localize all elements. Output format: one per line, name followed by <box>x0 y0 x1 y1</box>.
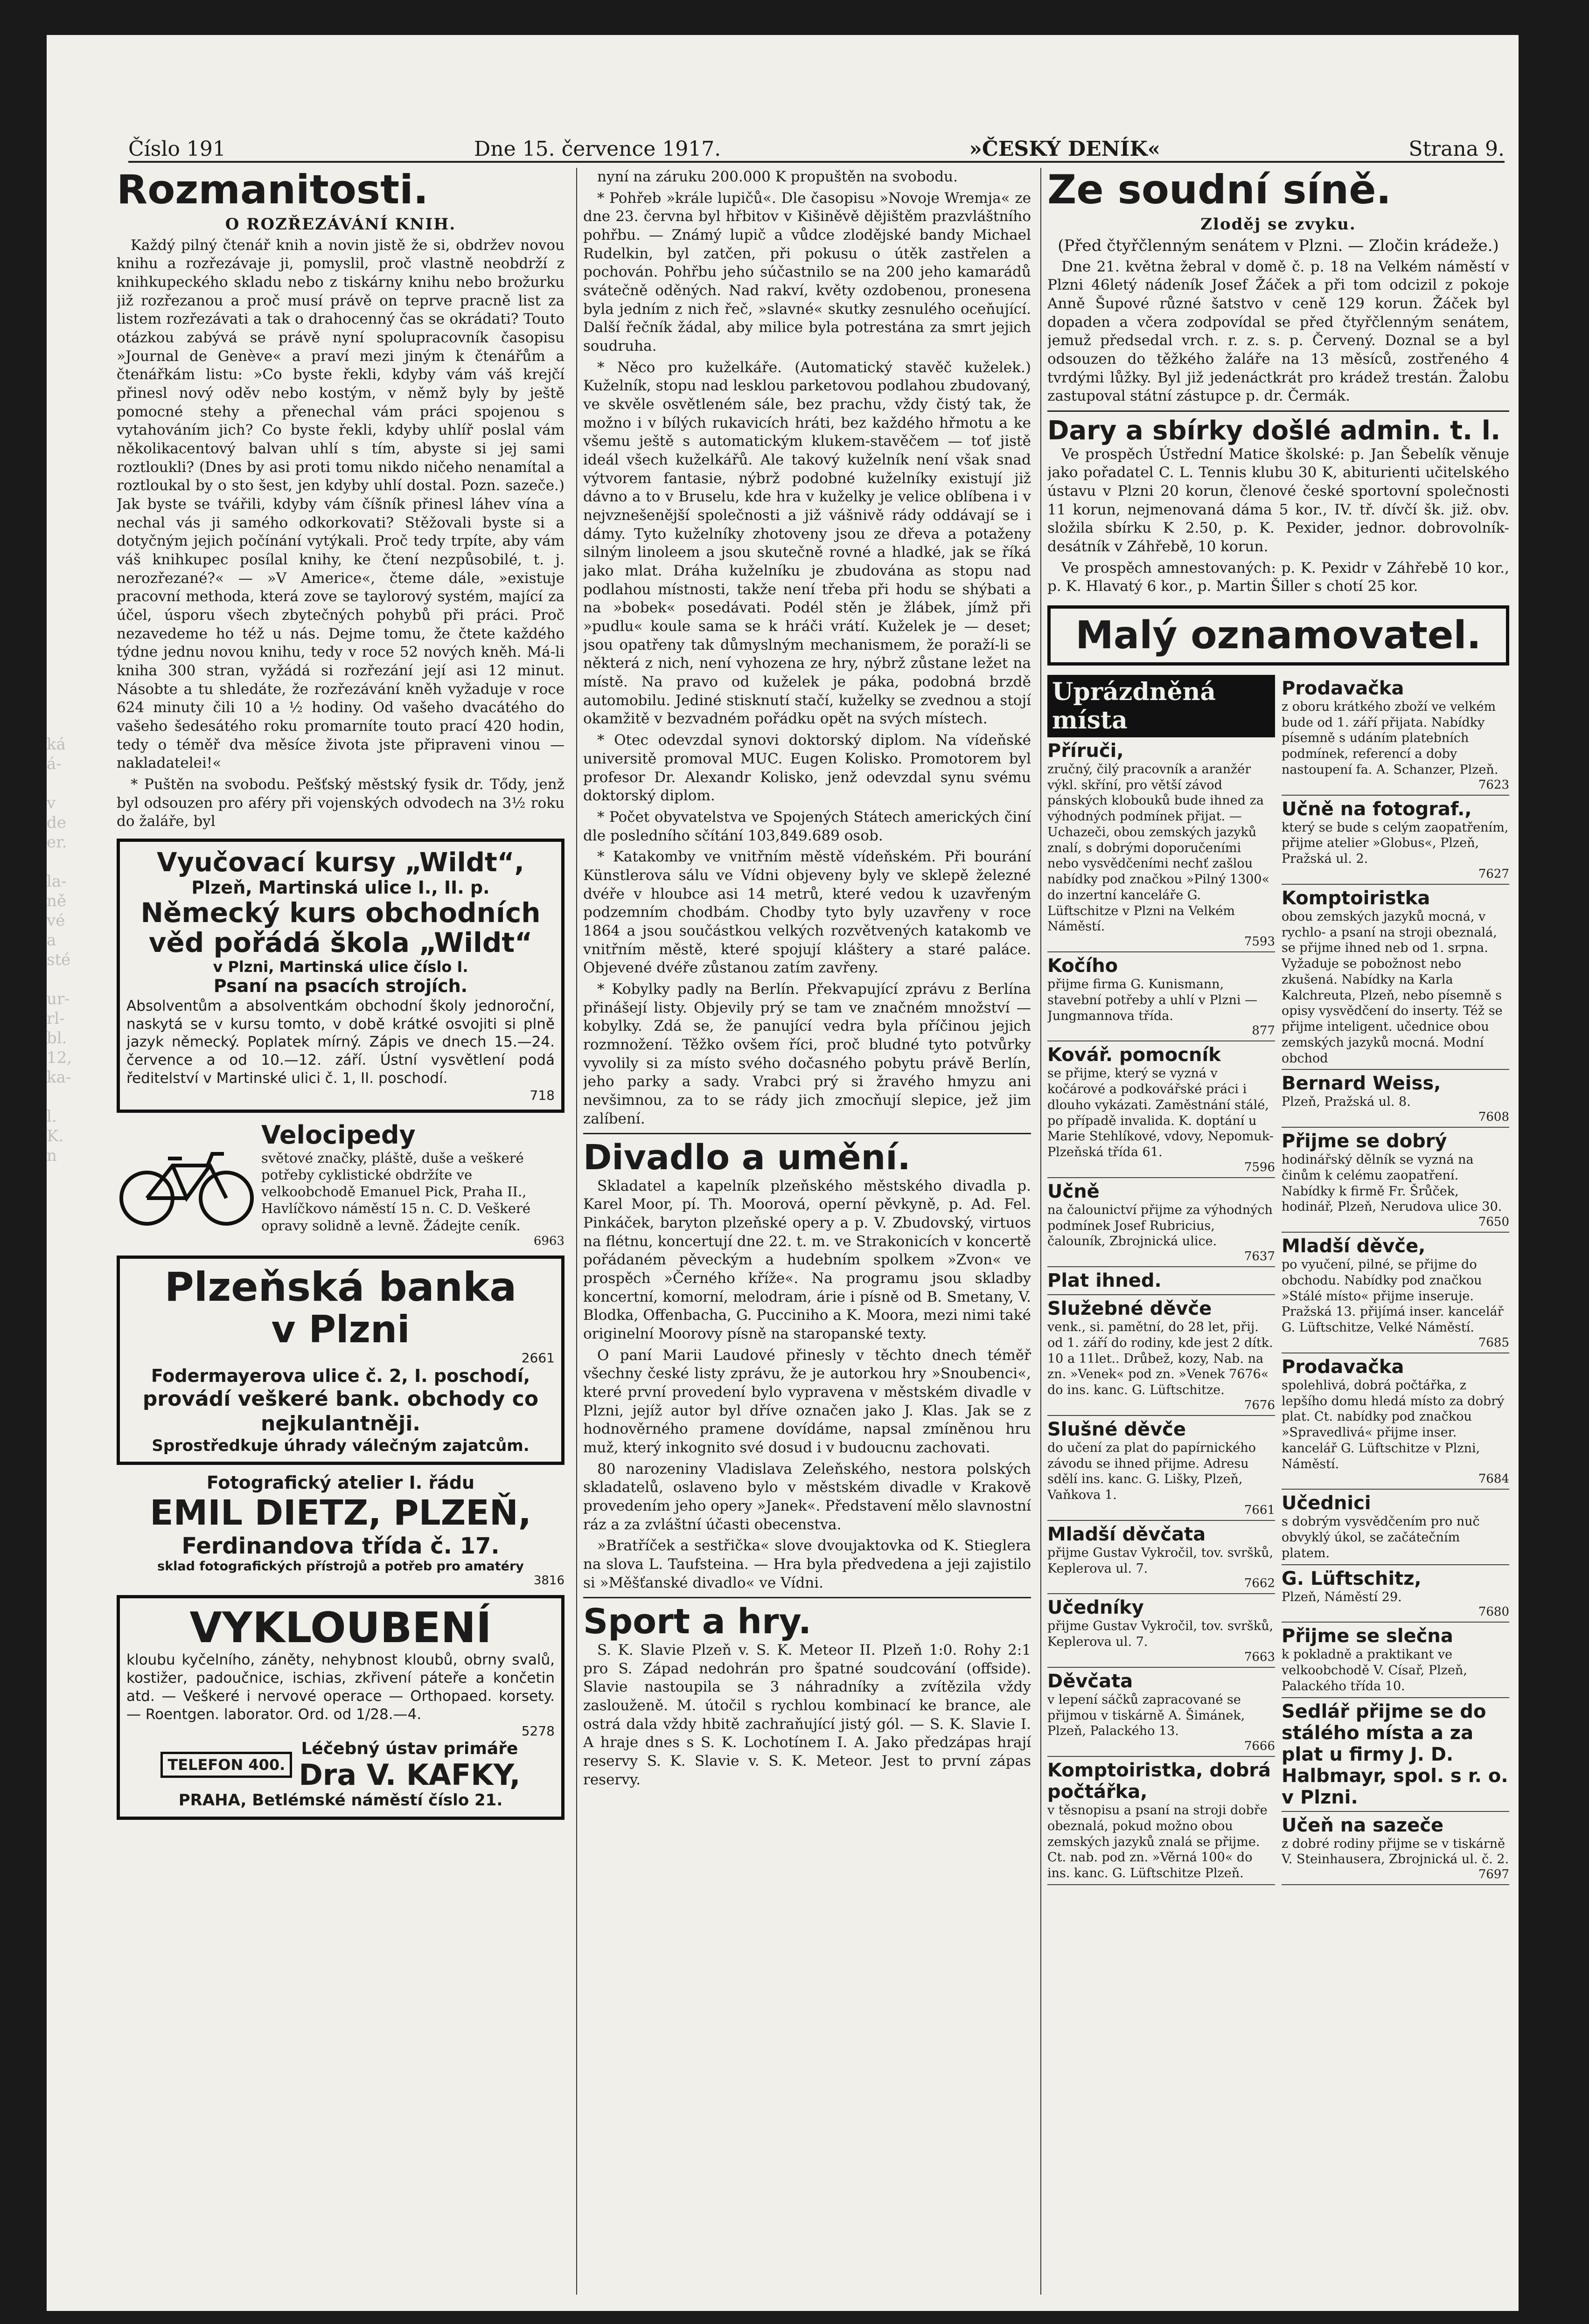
ad-line: sklad fotografických přístrojů a potřeb pro amatéry <box>157 1559 524 1574</box>
article-subtitle: Zloděj se zvyku. <box>1200 215 1356 234</box>
classified-title: Prodavačka <box>1282 677 1404 699</box>
classified-ad <box>1047 1594 1275 1668</box>
classified-text: hodinářský dělník se vyzná na činům k celému zaopatření. Nabídky k firmě Fr. Šrůček, hodinář, Plzeň, Nerudova ulice 30. <box>1282 1152 1502 1214</box>
section-title-soudni: Ze soudní síně. <box>1047 168 1392 213</box>
classified-ad <box>1047 952 1275 1041</box>
classified-title: Služebné děvče <box>1047 1298 1212 1320</box>
classified-number: 7661 <box>1244 1503 1275 1517</box>
ad-headline: Plzeňská banka <box>164 1263 517 1311</box>
classified-ad <box>1047 1757 1275 1885</box>
ad-headline: Velocipedy <box>261 1120 416 1150</box>
column-rule <box>1040 168 1041 2295</box>
classified-title: Učednici <box>1282 1492 1371 1514</box>
ad-headline: v Plzni <box>271 1308 410 1352</box>
classified-ad <box>1047 1416 1275 1521</box>
ad-number: 5278 <box>521 1723 555 1739</box>
classified-text: přijme Gustav Vykročil, tov. svršků, Keplerova ul. 7. <box>1047 1545 1274 1576</box>
ad-headline: Dra V. KAFKY, <box>299 1757 521 1792</box>
article-paragraph: * Katakomby ve vnitřním městě vídeňském. Při bourání Künstlerova sálu ve Vídni objeveny byly ve sklepě železné dvéře v hloubce asi 14 metrů, které vedou k uzavřeným podzemním chodbám. Chodby tyto byly uzavřeny v roce 1864 a jsou součástkou velkých rozvětvených katakomb ve vnitřním městě, které spojují kláštery a staré paláce. Objevené dvéře zůstanou zatím zavřeny. <box>583 848 1031 977</box>
article-paragraph: Každý pilný čtenář knih a novin jistě že si, obdržev novou knihu a rozřezávaje ji, pomyslil, proč vlastně neobdrží z knihkupeckého skladu nebo z tiskárny knihu nebo brožurku již rozřezanou a proč musí právě on teprve pracně list za listem rozřezávati a tak o drahocenný čas se okrádati? Touto otázkou zabývá se právě nyní spolupracovník časopisu »Journal de Genève« a praví mezi jiným k čtenářům a čtenářkám listu: »Co byste řekli, kdyby vám váš krejčí přinesl nový oděv nebo kostým, v němž byly by ještě pomocné stehy a přenechal vám práci spojenou s vytahováním jich? Co byste řekli, kdyby uhlíř poslal vám několikacentový balvan uhlí s tím, abyste si jej sami roztloukli? (Dnes by asi proti tomu nikdo ničeho nenamítal a roztloukal by o sto šest, jen kdyby uhlí dostal. Pozn. sazeče.) Jak byste se tvářili, kdyby vám číšník přinesl láhev vína a nechal vás ji samého odkorkovati? Stěžovali byste si a dotyčným jejich počínání vytýkali. Proč tedy trpíte, aby vám váš knihkupec posílal knihy, ke čtení nezpůsobilé, t. j. nerozřezané?« — »V Americe«, čteme dále, »existuje pracovní methoda, která zove se taylorový systém, mající za účel, úsporu všech zbytečných pohybů při práci. Proč nezavedeme ho též u nás. Dejme tomu, že čtete každého týdne jednu novou knihu, tedy v roce 52 nových kněh. Má-li kniha 300 stran, vyžádá si rozřezání její asi 12 minut. Násobte a tu shledáte, že rozřezávání kněh vyžaduje v roce 624 minuty čili 10 a ½ hodiny. Od vašeho dvacátého do vašeho šedesátého roku promarníte touto prací 420 hodin, tedy o téměř dva měsíce života jste připraveni vinou — nakladatelei!« <box>117 236 565 772</box>
classified-ad <box>1047 1041 1275 1178</box>
article-paragraph: O paní Marii Laudové přinesly v těchto dnech téměř všechny české listy zprávu, že je autorkou hry »Snoubenci«, které první provedení bylo vypravena v městském divadle v Plzni, jejíž autor byl dříve označen jako J. Klas. Jak se z hodnověrného pramene dovídáme, napsal zmíněnou hru muž, který inkognito své dosud i v budoucnu zachovati. <box>583 1346 1031 1457</box>
phone-stamp: TELEFON 400. <box>160 1752 292 1778</box>
issue-number: Číslo 191 <box>128 137 226 161</box>
classified-ad <box>1282 1070 1509 1128</box>
ad-plzenska-banka <box>117 1256 565 1465</box>
classified-number: 7676 <box>1244 1398 1275 1412</box>
classified-ad <box>1047 1521 1275 1595</box>
ad-line: Psaní na psacích strojích. <box>213 976 468 997</box>
article-paragraph: * Puštěn na svobodu. Pešťský městský fysik dr. Tődy, jenž byl odsouzen pro aféry při vojenských odvodech na 3½ roku do žaláře, byl <box>117 776 565 830</box>
classified-number: 7680 <box>1478 1605 1509 1619</box>
ad-number: 6963 <box>533 1234 565 1248</box>
ad-line: Plzeň, Martinská ulice I., II. p. <box>191 877 490 898</box>
classified-text: přijme Gustav Vykročil, tov. svršků, Keplerova ul. 7. <box>1047 1619 1274 1650</box>
classifieds-right <box>1282 675 1509 1885</box>
left-page-fragment: ká á- v de er. la- ně vé a sté ur- rl- bl. 12, ka- l. K. n <box>47 735 72 1165</box>
classified-title: Slušné děvče <box>1047 1418 1186 1440</box>
issue-date: Dne 15. července 1917. <box>474 137 721 161</box>
ad-headline: VYKLOUBENÍ <box>189 1603 492 1653</box>
ad-headline: Německý kurs obchodních věd pořádá škola „Wildt“ <box>140 897 541 959</box>
classified-ad <box>1282 1698 1509 1812</box>
classified-text: k pokladně a praktikant ve velkoobchodě V. Císař, Plzeň, Palackého třída 10. <box>1282 1647 1467 1693</box>
article-paragraph: * Kobylky padly na Berlín. Překvapující zprávu z Berlína přinášejí listy. Objevily prý se tam ve značném množství — kobylky. Zdá se, že panující vedra byla příčinou jejich rozmnožení. Těžko ovšem říci, proč bludné tyto potvůrky vyvolily si za místo svého dočasného pobytu právě Berlín, jeho parky a sady. Vrabci prý si žravého hmyzu ani nevšimnou, za to se rády jich zmocňují slepice, jež jim zalíbení. <box>583 980 1031 1127</box>
classified-title: Přijme se slečna <box>1282 1625 1453 1647</box>
article-paragraph: S. K. Slavie Plzeň v. S. K. Meteor II. Plzeň 1:0. Rohy 2:1 pro S. Západ nedohrán pro špatné soudcování (offside). Slavie nastoupila se 3 náhradníky a zvítězila vždy zaslouženě. M. útočil s rychlou kombinací ke brance, ale ostrá dala vždy hbitě zachraňující jistý gól. — S. K. Slavie I. A hraje dnes s S. K. Lochotínem I. A. Jako předzápas hrají reservy S. K. Slavie v. S. K. Meteor. Jest to první zápas reservy. <box>583 1641 1031 1788</box>
ad-headline: Vyučovací kursy „Wildt“, <box>157 847 524 878</box>
classified-number: 7623 <box>1478 777 1509 792</box>
classified-text: na čalounictví přijme za výhodných podmínek Josef Rubricius, čalouník, Zbrojnická ulice. <box>1047 1202 1273 1249</box>
classified-text: do učení za plat do papírnického závodu se ihned přijme. Adresu sdělí ins. kanc. G. Lišky, Plzeň, Vaňkova 1. <box>1047 1440 1256 1503</box>
classifieds-header: Malý oznamovatel. <box>1047 605 1509 666</box>
classified-ad <box>1282 885 1509 1070</box>
article-paragraph: * Počet obyvatelstva ve Spojených Státech amerických činí dle posledního sčítání 103,849.689 osob. <box>583 808 1031 844</box>
ad-number: 718 <box>530 1087 555 1103</box>
classified-ad <box>1282 1353 1509 1490</box>
article-paragraph: Ve prospěch Ústřední Matice školské: p. Jan Šebelík věnuje jako pořadatel C. L. Tennis klubu 30 K, abiturienti učitelského ústavu v Plzni 20 korun, členové české sportovní společnosti 11 korun, nejmenovaná dáma 5 kor., IV. tř. dívčí šk. již. obv. složila sbírku K 2.50, p. K. Pexider, jednor. dobrovolník-desátník v Záhřebě, 10 korun. <box>1047 445 1509 555</box>
ad-text: kloubu kyčelního, záněty, nehybnost kloubů, obrny svalů, kostižer, padoučnice, ischias, zkřivení páteře a končetin atd. — Veškeré i nervové operace — Orthopaed. korsety. — Roentgen. laborator. Ord. od 1/28.—4. <box>126 1651 555 1723</box>
classified-number: 7666 <box>1244 1739 1275 1754</box>
section-title-divadlo: Divadlo a umění. <box>583 1138 911 1178</box>
classified-ad <box>1047 1267 1275 1295</box>
classified-title: Sedlář přijme se do stálého místa a za plat u firmy J. D. Halbmayr, spol. s r. o. v Plzni. <box>1282 1700 1508 1808</box>
newspaper-page <box>47 35 1519 2311</box>
classified-title: Učně <box>1047 1180 1100 1202</box>
classified-number: 7627 <box>1478 867 1509 881</box>
article-paragraph: 80 narozeniny Vladislava Zeleňského, nestora polských skladatelů, oslaveno bylo v městském divadle v Krakově provedením jeho opery »Janek«. Představení mělo slavnostní ráz a za zvláštní účasti obecenstva. <box>583 1460 1031 1533</box>
ad-number: 2661 <box>521 1350 555 1366</box>
classified-title: Komptoiristka, dobrá počtářka, <box>1047 1760 1271 1803</box>
classified-title: G. Lüftschitz, <box>1282 1568 1422 1589</box>
classified-number: 877 <box>1252 1024 1275 1038</box>
section-title-sport: Sport a hry. <box>583 1602 812 1642</box>
classified-ad <box>1282 1623 1509 1698</box>
article-subtitle: O ROZŘEZÁVÁNÍ KNIH. <box>225 215 456 234</box>
classified-text: přijme firma G. Kunismann, stavební potřeby a uhlí v Plzni — Jungmannova třída. <box>1047 977 1258 1023</box>
classified-text: Plzeň, Pražská ul. 8. <box>1282 1095 1411 1110</box>
classified-title: Učeň na sazeče <box>1282 1814 1444 1836</box>
ad-dietz <box>117 1472 565 1588</box>
ad-line: PRAHA, Betlémské náměstí číslo 21. <box>178 1790 503 1810</box>
classifieds-left <box>1047 675 1275 1885</box>
classified-text: se přijme, který se vyzná v kočárové a podkovářské práci i dlouho vykázati. Zaměstnání stálé, po případě invalida. K. doptání u Marie Stehlíkové, vdovy, Nepomuk-Plzeňská třída 61. <box>1047 1066 1274 1160</box>
section-title-rozmanitosti: Rozmanitosti. <box>117 168 429 213</box>
ad-line: v Plzni, Martinská ulice číslo I. <box>213 957 468 976</box>
article-paragraph: * Něco pro kuželkáře. (Automatický stavěč kuželek.) Kuželník, stopu nad lesklou parketovou podlahou zbudovaný, ve skvěle osvětleném sále, bez prachu, vždy čistý tak, že možno i v bílých rukavicích hráti, bez každého hřmotu a ke všemu ještě s automatickým klukem-stavěčem — toť jistě ideál všech kuželkářů. Ale takový kuželník není však snad výtvorem fantasie, nýbrž podobné kuželníky existují již dávno a to v Bruselu, kde hra v kuželky je velice oblíbena i v nejvznešenější společnosti a již vášnivě rády oddávají se i dámy. Tyto kuželníky zhotoveny jsou ze dřeva a potaženy silným linoleem a jsou skutečně rovné a hladké, jak se říká jako mlat. Dráha kuželníku je zbudována as stopu nad podlahou místnosti, takže není třeba při hodu se shýbati a na »bobek« posedávati. Podél stěn je žlábek, jímž při »pudlu« koule sama se k hráči vrátí. Kuželek je — deset; jsou opatřeny tak důmyslným mechanismem, že poraží-li se některá z nich, není vyhozena ze hry, nýbrž zůstane ležet na místě. Na pravo od kuželek je páka, podobná brzdě automobilu. Jediné stisknutí stačí, kuželky se zvednou a stojí okamžitě v bezvadném pořádku opět na svých místech. <box>583 359 1031 728</box>
page-number: Strana 9. <box>1408 137 1505 161</box>
classified-number: 7650 <box>1478 1215 1509 1229</box>
classified-number: 7697 <box>1478 1867 1509 1882</box>
classified-title: Mladší děvčata <box>1047 1523 1206 1545</box>
classified-text: zručný, čilý pracovník a aranžér výkl. skříní, pro větší závod pánských klobouků bude ihned za výhodných podmínek přijat. — Uchazeči, obou zemských jazyků znalí, s dobrými doporučeními nebo vysvědčeními nechť zašlou nabídky pod značkou »Pilný 1300« do inzertní kanceláře G. Lüftschitze v Plzni na Velkém Náměstí. <box>1047 762 1270 934</box>
classified-ad <box>1282 1233 1509 1353</box>
ad-text: Absolventům a absolventkám obchodní školy jednoroční, naskytá se v kursu tomto, v době krátké osvojiti si plně jazyk německý. Poplatek mírný. Zápis ve dnech 15.—24. července a od 10.—12. září. Ústní vysvětlení podá ředitelství v Martinské ulici č. 1, II. poschodí. <box>126 997 555 1087</box>
divider <box>1047 410 1509 412</box>
ad-line: Fotografický atelier I. řádu <box>206 1472 475 1493</box>
classified-text: v těsnopisu a psaní na stroji dobře obeznalá, pokud možno obou zemských jazyků znalá se přijme. Ct. nab. pod zn. »Věrná 100« do ins. kanc. G. Lüftschitze Plzeň. <box>1047 1803 1268 1881</box>
ad-velocipedy <box>117 1120 565 1248</box>
classified-number: 7684 <box>1478 1472 1509 1486</box>
classified-title: Přijme se dobrý <box>1282 1131 1447 1152</box>
classified-title: Bernard Weiss, <box>1282 1073 1441 1095</box>
article-paragraph: * Otec odevzdal synovi doktorský diplom. Na vídeňské universitě promoval MUC. Eugen Kolisko. Promotorem byl profesor Dr. Alexandr Kolisko, jenž odevzdal synu svému doktorský diplom. <box>583 732 1031 805</box>
ad-headline: Ferdinandova třída č. 17. <box>181 1533 500 1560</box>
classified-text: obou zemských jazyků mocná, v rychlo- a psaní na stroji obeznalá, se přijme ihned neb od 1. srpna. Vyžaduje se pobožnost nebo zkušená. Nabídky na Karla Kalchreuta, Plzeň, nebo písemně s opisy vysvědčení do inserty. Též se přijme inteligent. učednice obou zemských jazyků mocná. Modní obchod <box>1282 909 1503 1066</box>
classified-ad <box>1047 1178 1275 1267</box>
article-paragraph: Ve prospěch amnestovaných: p. K. Pexidr v Záhřebě 10 kor., p. K. Hlavatý 6 kor., p. Martin Šiller s chotí 25 kor. <box>1047 559 1509 595</box>
classified-text: z oboru krátkého zboží ve velkém bude od 1. září přijata. Nabídky písemně s udáním platebních podmínek, referencí a doby nastoupení fa. A. Schanzer, Plzeň. <box>1282 699 1498 777</box>
divider <box>583 1597 1031 1598</box>
column-3 <box>1047 168 1509 2295</box>
classified-text: který se bude s celým zaopatřením, přijme atelier »Globus«, Plzeň, Pražská ul. 2. <box>1282 820 1509 867</box>
ad-line: Fodermayerova ulice č. 2, I. poschodí, <box>151 1366 530 1387</box>
classified-number: 7685 <box>1478 1335 1509 1350</box>
classified-ad <box>1047 737 1275 952</box>
classifieds <box>1047 675 1509 1885</box>
classified-ad <box>1047 1668 1275 1757</box>
classified-ad <box>1282 1490 1509 1565</box>
classified-ad <box>1282 1565 1509 1623</box>
ad-kafka <box>117 1595 565 1819</box>
ad-line: Léčebný ústav primáře <box>301 1739 518 1759</box>
classifieds-section-title: Uprázdněná místa <box>1047 675 1275 737</box>
classified-text: Plzeň, Náměstí 29. <box>1282 1589 1402 1604</box>
classified-text: z dobré rodiny přijme se v tiskárně V. Steinhausera, Zbrojnická ul. č. 2. <box>1282 1836 1509 1867</box>
classified-text: s dobrým vysvědčením pro nuč obvyklý úkol, se začátečním platem. <box>1282 1514 1480 1561</box>
article-paragraph: nyní na záruku 200.000 K propuštěn na svobodu. <box>597 168 958 185</box>
classified-title: Prodavačka <box>1282 1356 1404 1378</box>
bicycle-icon <box>117 1138 257 1231</box>
ad-wildt <box>117 839 565 1113</box>
ad-line: Sprostředkuje úhrady válečným zajatcům. <box>152 1436 530 1455</box>
classified-text: spolehlivá, dobrá počtářka, z lepšího domu hledá místo za dobrý plat. Ct. nabídky pod značkou »Spravedlivá« přijme inser. kancelář G. Lüftschitze v Plzni, Náměstí. <box>1282 1378 1505 1471</box>
ad-line: provádí veškeré bank. obchody co nejkulantněji. <box>142 1387 539 1436</box>
section-title-dary: Dary a sbírky došlé admin. t. l. <box>1047 415 1501 446</box>
classified-ad <box>1282 796 1509 885</box>
classified-title: Kočího <box>1047 955 1118 977</box>
classified-title: Mladší děvče, <box>1282 1235 1426 1257</box>
classified-title: Plat ihned. <box>1047 1270 1162 1292</box>
classified-title: Učedníky <box>1047 1597 1144 1619</box>
column-rule <box>576 168 577 2295</box>
paper-name: »ČESKÝ DENÍK« <box>969 137 1161 161</box>
classified-text: v lepení sáčků zapracované se přijmou v tiskárně A. Šimánek, Plzeň, Palackého 13. <box>1047 1692 1245 1739</box>
classified-text: po vyučení, pilné, se přijme do obchodu. Nabídky pod značkou »Stálé místo« přijme inseruje. Pražská 13. přijímá inser. kancelář G. Lüftschitze, Velké Náměstí. <box>1282 1257 1504 1335</box>
masthead <box>128 128 1505 163</box>
classified-ad <box>1047 1295 1275 1416</box>
classified-title: Učně na fotograf., <box>1282 798 1472 820</box>
classified-ad <box>1282 1128 1509 1233</box>
classified-title: Kovář. pomocník <box>1047 1044 1221 1066</box>
classified-number: 7637 <box>1244 1249 1275 1264</box>
divider <box>583 1133 1031 1134</box>
article-paragraph: Skladatel a kapelník plzeňského městského divadla p. Karel Moor, pí. Th. Moorová, operní pěvkyně, p. Ad. Fel. Pinkáček, baryton plzeňské opery a p. V. Zbudovský, virtuos na flétnu, koncertují dne 22. t. m. ve Strakonicích v koncertě pořádaném pěveckým a hudebním spolkem »Zvon« ve prospěch »Černého kříže«. Na programu jsou skladby koncertní, komorní, melodram, árie i písně od B. Smetany, V. Blodka, Offenbacha, G. Pucciniho a K. Moora, mezi nimi také originelní Moorovy písně na staropanské texty. <box>583 1177 1031 1343</box>
classified-ad <box>1282 675 1509 796</box>
classified-number: 7662 <box>1244 1576 1275 1591</box>
classified-text: venk., si. pamětní, do 28 let, přij. od 1. září do rodiny, kde jest 2 dítk. 10 a 11let.. Drůbež, kozy, Nab. na zn. »Venek« pod zn. »Venek 7676« do ins. kanc. G. Lüftschitze. <box>1047 1320 1273 1398</box>
article-paragraph: * Pohřeb »krále lupičů«. Dle časopisu »Novoje Wremja« ze dne 23. června byl hřbitov v Kišiněvě dějištěm prazvláštního pohřbu. — Známý lupič a vůdce zlodějské bandy Michael Rudelkin, byl zatčen, při pokusu o útěk zastřelen a pochován. Pohřbu jeho súčastnilo se na 200 jeho kamarádů svátečně oděných. Nad rakví, květy ozdobenou, pronesena byla jedním z nich řeč, »slavné« skutky zesnulého oceňující. Další řečník žádal, aby milice byla potrestána za smrt jejich soudruha. <box>583 189 1031 355</box>
classified-ad <box>1282 1812 1509 1886</box>
article-paragraph: »Bratříček a sestřička« slove dvoujaktovka od K. Stieglera na slova L. Taufsteina. — Hra byla předvedena a jeji zajistilo si »Měšťanské divadlo« ve Vídni. <box>583 1537 1031 1591</box>
classified-title: Komptoiristka <box>1282 887 1430 909</box>
classified-number: 7663 <box>1244 1650 1275 1664</box>
column-2 <box>583 168 1031 2295</box>
classified-number: 7596 <box>1244 1160 1275 1174</box>
column-1 <box>117 168 565 2295</box>
classified-number: 7608 <box>1478 1110 1509 1124</box>
classified-title: Příruči, <box>1047 740 1124 762</box>
ad-text: světové značky, pláště, duše a veškeré potřeby cyklistické obdržíte ve velkoobchodě Emanuel Pick, Praha II., Havlíčkovo náměstí 15 n. C. D. Veškeré opravy solidně a levně. Žádejte ceník. <box>261 1150 531 1234</box>
classified-title: Děvčata <box>1047 1670 1133 1692</box>
classified-number: 7593 <box>1244 935 1275 949</box>
ad-headline: EMIL DIETZ, PLZEŇ, <box>150 1493 531 1533</box>
article-paragraph: Dne 21. května žebral v domě č. p. 18 na Velkém náměstí v Plzni 46letý nádeník Josef Žáček a při tom odcizil z pokoje Anně Šupové různé šatstvo v ceně 129 korun. Žáček byl dopaden a včera zodpovídal se před čtyřčlenným senátem, jemuž předsedal vrch. r. z. s. p. Červený. Doznal se a byl odsouzen do těžkého žaláře na 13 měsíců, zostřeného 4 tvrdými lůžky. Byl již jedenáctkrát pro krádež trestán. Žalobu zastupoval státní zástupce p. dr. Čermák. <box>1047 258 1509 405</box>
ad-number: 3816 <box>533 1574 565 1588</box>
article-subtitle: (Před čtyřčlenným senátem v Plzni. — Zločin krádeže.) <box>1058 236 1499 255</box>
